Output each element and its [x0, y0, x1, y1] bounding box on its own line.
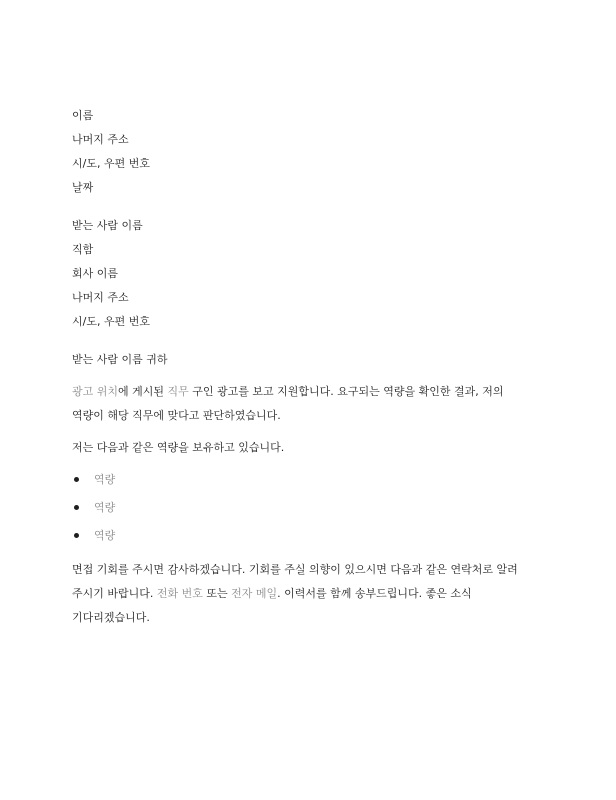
recipient-name: 받는 사람 이름: [72, 219, 143, 232]
sender-address: 나머지 주소: [72, 133, 129, 146]
sender-city-zip: 시/도, 우편 번호: [72, 157, 150, 170]
closing-or-text: 또는: [202, 587, 232, 600]
job-title-placeholder: 직무: [167, 385, 189, 398]
phone-placeholder: 전화 번호: [156, 587, 203, 600]
bullet-icon: [74, 477, 79, 482]
email-placeholder: 전자 메일: [231, 587, 278, 600]
sender-block: [72, 104, 552, 200]
list-item: [72, 522, 552, 550]
recipient-company: 회사 이름: [72, 267, 119, 280]
recipient-title: 직함: [72, 243, 94, 256]
intro-paragraph: [72, 380, 552, 428]
recipient-block: [72, 214, 552, 334]
sender-name: 이름: [72, 109, 94, 122]
recipient-address: 나머지 주소: [72, 291, 129, 304]
intro-line-2: 역량이 해당 직무에 맞다고 판단하였습니다.: [72, 409, 281, 422]
skill-placeholder: 역량: [94, 473, 116, 486]
intro-text-1: 에 게시된: [118, 385, 168, 398]
list-item: [72, 466, 552, 494]
ad-source-placeholder: 광고 위치: [72, 385, 119, 398]
letter-date: 날짜: [72, 181, 94, 194]
bullet-icon: [74, 533, 79, 538]
skills-intro: 저는 다음과 같은 역량을 보유하고 있습니다.: [72, 441, 285, 454]
recipient-city-zip: 시/도, 우편 번호: [72, 315, 150, 328]
bullet-icon: [74, 505, 79, 510]
closing-line-3: 기다리겠습니다.: [72, 611, 150, 624]
closing-line-1: 면접 기회를 주시면 감사하겠습니다. 기회를 주실 의향이 있으시면 다음과 같은 연락처로 알려: [72, 563, 518, 576]
list-item: [72, 494, 552, 522]
intro-text-2: 구인 광고를 보고 지원합니다. 요구되는 역량을 확인한 결과, 저의: [188, 385, 504, 398]
letter-document: [72, 104, 552, 630]
salutation: 받는 사람 이름 귀하: [72, 353, 168, 366]
skill-placeholder: 역량: [94, 529, 116, 542]
skill-placeholder: 역량: [94, 501, 116, 514]
closing-paragraph: [72, 558, 552, 630]
skills-list: [72, 466, 552, 550]
closing-text-post: . 이력서를 함께 송부드립니다. 좋은 소식: [277, 587, 472, 600]
closing-text-pre: 주시기 바랍니다.: [72, 587, 157, 600]
